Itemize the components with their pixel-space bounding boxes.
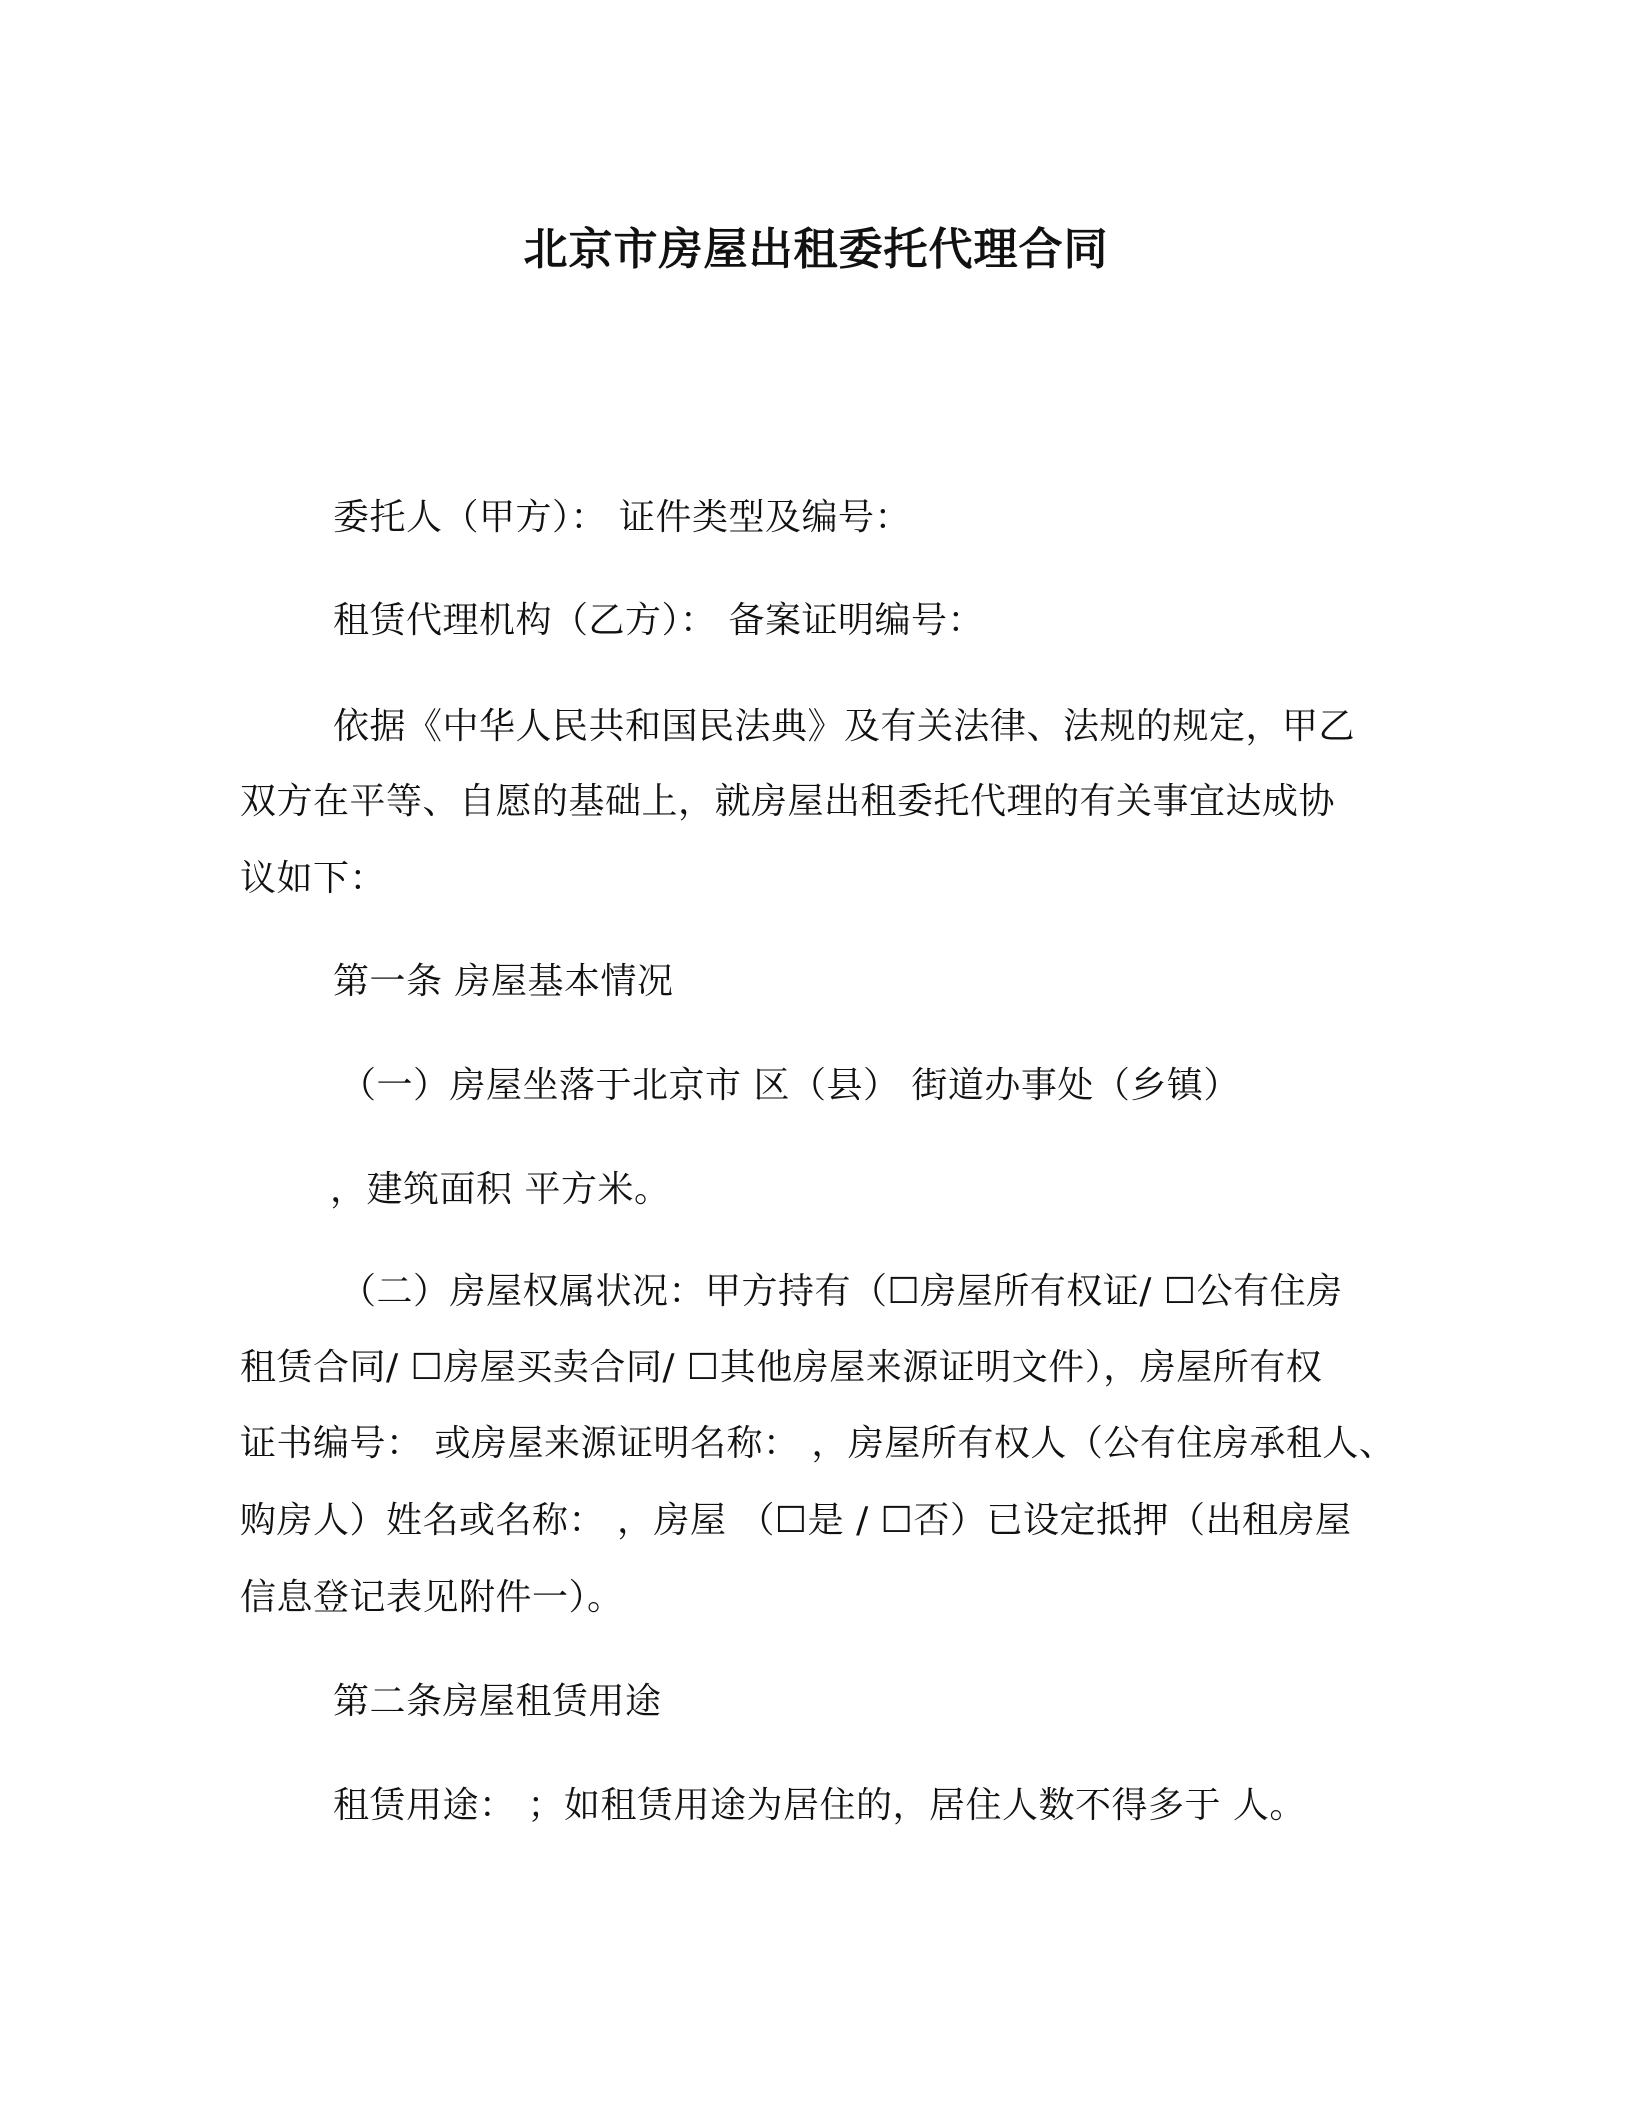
preamble-line-2: 双方在平等、自愿的基础上，就房屋出租委托代理的有关事宜达成协 xyxy=(240,781,1336,822)
party-a-line: 委托人（甲方）： 证件类型及编号： xyxy=(333,497,911,538)
party-b-line: 租赁代理机构（乙方）： 备案证明编号： xyxy=(333,600,984,641)
clause-1-2-line-4: 购房人）姓名或名称： ，房屋 （☐是 / ☐否）已设定抵押（出租房屋 xyxy=(240,1500,1352,1541)
clause-1-2-line-3: 证书编号： 或房屋来源证明名称： ，房屋所有权人（公有住房承租人、 xyxy=(240,1423,1396,1464)
preamble-line-3: 议如下： xyxy=(240,858,387,899)
document-title: 北京市房屋出租委托代理合同 xyxy=(523,224,1109,275)
article-2-line-1: 租赁用途： ；如租赁用途为居住的，居住人数不得多于 人。 xyxy=(333,1785,1306,1826)
article-2-heading: 第二条房屋租赁用途 xyxy=(333,1681,662,1722)
clause-1-1-line-1: （一）房屋坐落于北京市 区（县） 街道办事处（乡镇） xyxy=(340,1065,1240,1106)
preamble-line-1: 依据《中华人民共和国民法典》及有关法律、法规的规定，甲乙 xyxy=(333,706,1356,747)
clause-1-2-line-2: 租赁合同/ ☐房屋买卖合同/ ☐其他房屋来源证明文件），房屋所有权 xyxy=(240,1347,1323,1388)
clause-1-1-line-2: ，建筑面积 平方米。 xyxy=(330,1169,671,1210)
clause-1-2-line-1: （二）房屋权属状况：甲方持有（☐房屋所有权证/ ☐公有住房 xyxy=(340,1271,1343,1312)
clause-1-2-line-5: 信息登记表见附件一）。 xyxy=(240,1577,624,1618)
article-1-heading: 第一条 房屋基本情况 xyxy=(333,961,674,1002)
